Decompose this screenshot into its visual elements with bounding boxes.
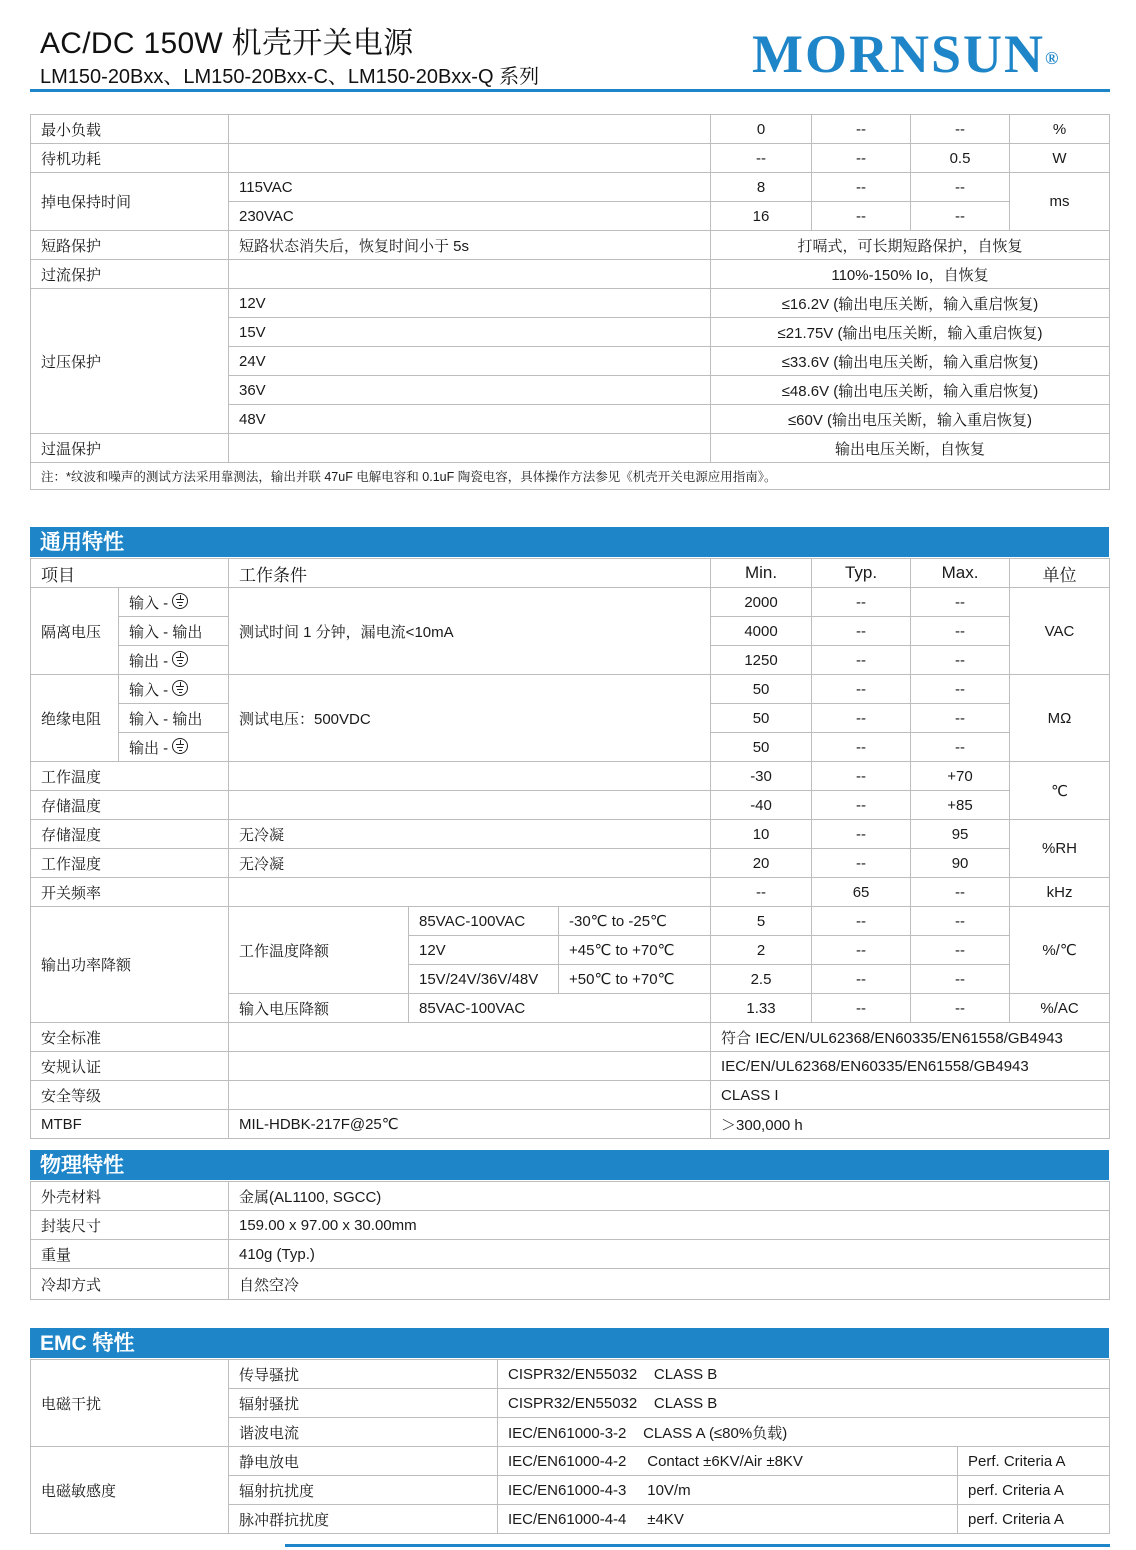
table-row: 绝缘电阻 输入 - 测试电压：500VDC 50 -- -- MΩ	[31, 675, 1110, 704]
table-row: 隔离电压 输入 - 测试时间 1 分钟，漏电流<10mA 2000 -- -- VAC	[31, 588, 1110, 617]
protection-table	[30, 114, 1110, 490]
general-table	[30, 558, 1110, 1139]
table-row: 输入 - 输出 4000 -- --	[31, 617, 1110, 646]
page-title: AC/DC 150W 机壳开关电源	[40, 27, 414, 60]
table-row: 存储湿度 无冷凝 10 -- 95 %RH	[31, 820, 1110, 849]
table-row: 输出功率降额 工作温度降额 85VAC-100VAC -30℃ to -25℃ 5 -- -- %/℃	[31, 907, 1110, 936]
table-row: 输出 - 50 -- --	[31, 733, 1110, 762]
table-row: 输入 - 输出 50 -- --	[31, 704, 1110, 733]
section-header-emc: EMC 特性	[30, 1328, 1109, 1358]
ground-icon	[172, 680, 188, 696]
table-note-row: 注：*纹波和噪声的测试方法采用靠测法，输出并联 47uF 电解电容和 0.1uF 陶瓷电容，具体操作方法参见《机壳开关电源应用指南》。	[31, 463, 1110, 490]
section-header-physical: 物理特性	[30, 1150, 1109, 1180]
table-row: 最小负载 0 -- -- %	[31, 115, 1110, 144]
table-row: 外壳材料 金属(AL1100, SGCC)	[31, 1182, 1110, 1211]
table-row: 封装尺寸 159.00 x 97.00 x 30.00mm	[31, 1211, 1110, 1240]
table-row: 15V/24V/36V/48V +50℃ to +70℃ 2.5 -- --	[31, 965, 1110, 994]
table-row: 安全标准 符合 IEC/EN/UL62368/EN60335/EN61558/GB4943	[31, 1023, 1110, 1052]
table-row: 短路保护 短路状态消失后，恢复时间小于 5s 打嗝式，可长期短路保护，自恢复	[31, 231, 1110, 260]
table-row: 安全等级 CLASS I	[31, 1081, 1110, 1110]
table-row: 谐波电流 IEC/EN61000-3-2 CLASS A (≤80%负载)	[31, 1418, 1110, 1447]
table-row: 230VAC 16 -- --	[31, 202, 1110, 231]
table-row: 输入电压降额 85VAC-100VAC 1.33 -- -- %/AC	[31, 994, 1110, 1023]
table-row: 输出 - 1250 -- --	[31, 646, 1110, 675]
table-row: 存储温度 -40 -- +85	[31, 791, 1110, 820]
table-row: 48V ≤60V (输出电压关断，输入重启恢复)	[31, 405, 1110, 434]
table-row: 12V +45℃ to +70℃ 2 -- --	[31, 936, 1110, 965]
table-row: 过流保护 110%-150% Io，自恢复	[31, 260, 1110, 289]
emc-table	[30, 1359, 1110, 1534]
table-row: 工作温度 -30 -- +70 ℃	[31, 762, 1110, 791]
table-row: 电磁干扰 传导骚扰 CISPR32/EN55032 CLASS B	[31, 1360, 1110, 1389]
table-row: 重量 410g (Typ.)	[31, 1240, 1110, 1269]
table-row: 掉电保持时间 115VAC 8 -- -- ms	[31, 173, 1110, 202]
ground-icon	[172, 593, 188, 609]
physical-table	[30, 1181, 1110, 1300]
ground-icon	[172, 651, 188, 667]
table-row: 辐射骚扰 CISPR32/EN55032 CLASS B	[31, 1389, 1110, 1418]
footer-rule	[285, 1544, 1110, 1547]
page-subtitle: LM150-20Bxx、LM150-20Bxx-C、LM150-20Bxx-Q 系列	[40, 66, 540, 88]
mornsun-logo: MORNSUN®	[752, 24, 1059, 84]
table-row: 过压保护 12V ≤16.2V (输出电压关断，输入重启恢复)	[31, 289, 1110, 318]
table-row: 工作湿度 无冷凝 20 -- 90	[31, 849, 1110, 878]
table-row: 开关频率 -- 65 -- kHz	[31, 878, 1110, 907]
table-row: 脉冲群抗扰度 IEC/EN61000-4-4 ±4KV perf. Criteria A	[31, 1505, 1110, 1534]
table-row: MTBF MIL-HDBK-217F@25℃ ＞300,000 h	[31, 1110, 1110, 1139]
table-row: 安规认证 IEC/EN/UL62368/EN60335/EN61558/GB4943	[31, 1052, 1110, 1081]
table-row: 辐射抗扰度 IEC/EN61000-4-3 10V/m perf. Criteria A	[31, 1476, 1110, 1505]
header-rule	[30, 89, 1110, 92]
table-row: 待机功耗 -- -- 0.5 W	[31, 144, 1110, 173]
table-header-row: 项目 工作条件 Min. Typ. Max. 单位	[31, 559, 1110, 588]
table-row: 24V ≤33.6V (输出电压关断，输入重启恢复)	[31, 347, 1110, 376]
table-row: 过温保护 输出电压关断，自恢复	[31, 434, 1110, 463]
section-header-general: 通用特性	[30, 527, 1109, 557]
ground-icon	[172, 738, 188, 754]
table-row: 15V ≤21.75V (输出电压关断，输入重启恢复)	[31, 318, 1110, 347]
table-row: 电磁敏感度 静电放电 IEC/EN61000-4-2 Contact ±6KV/Air ±8KV Perf. Criteria A	[31, 1447, 1110, 1476]
table-row: 冷却方式 自然空冷	[31, 1269, 1110, 1300]
table-row: 36V ≤48.6V (输出电压关断，输入重启恢复)	[31, 376, 1110, 405]
